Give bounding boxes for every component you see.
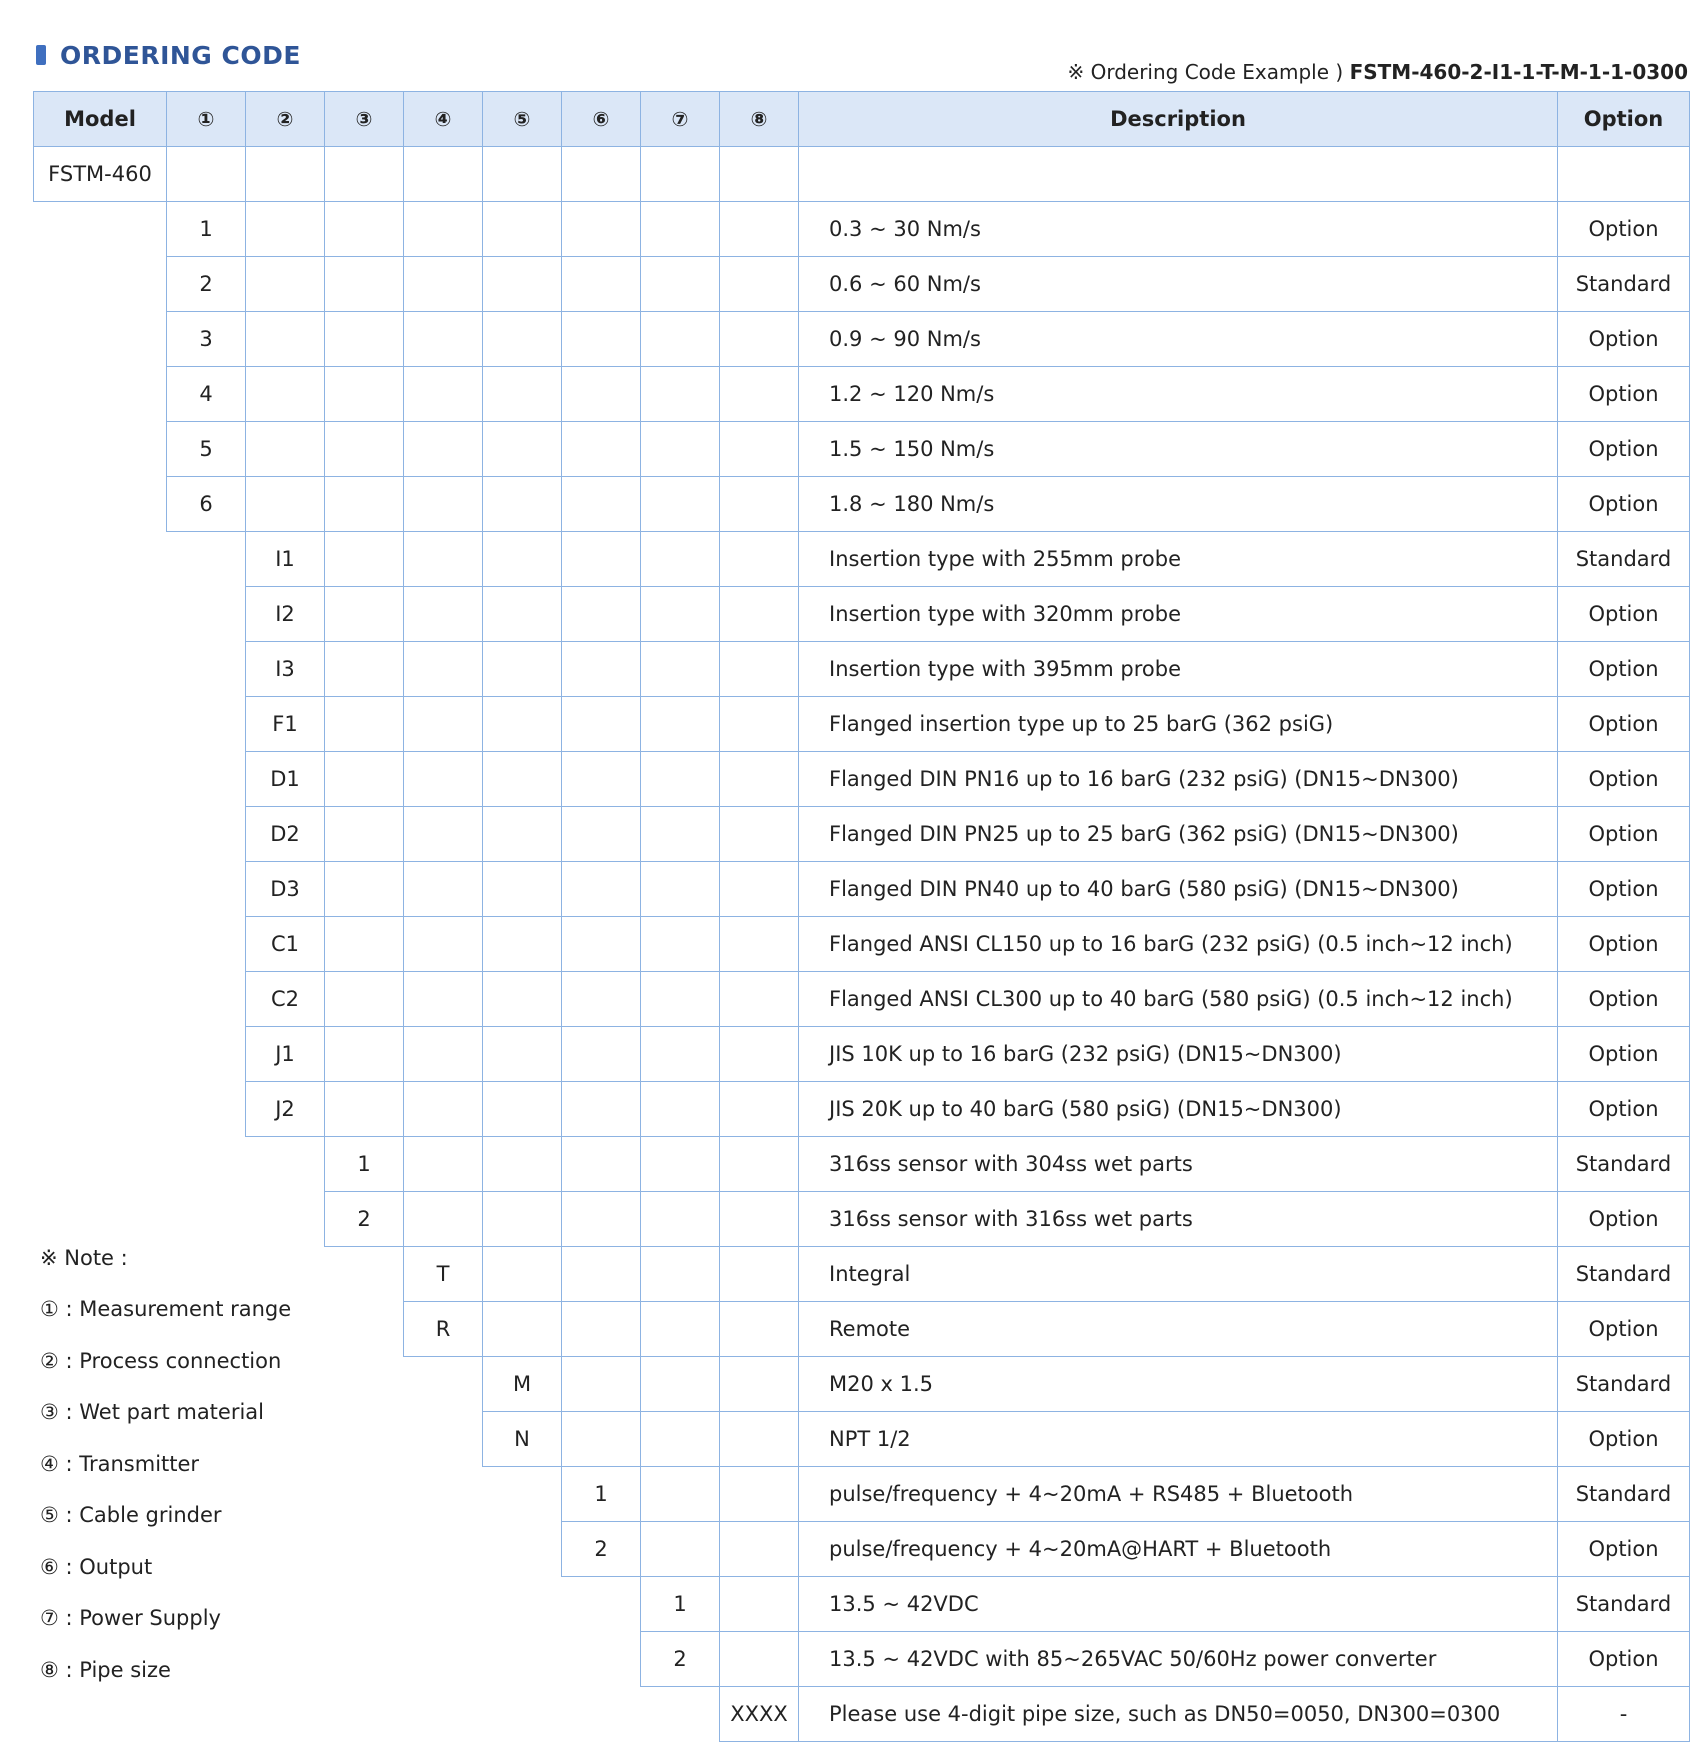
description-cell: 316ss sensor with 316ss wet parts [798, 1191, 1558, 1247]
empty-cell [403, 751, 483, 807]
header-cell: ⑧ [719, 91, 799, 147]
note-item: ⑤ : Cable grinder [40, 1503, 222, 1528]
code-cell: 4 [166, 366, 246, 422]
empty-cell [403, 1191, 483, 1247]
empty-cell [640, 421, 720, 477]
empty-cell [403, 311, 483, 367]
code-cell: 1 [640, 1576, 720, 1632]
example-code: FSTM-460-2-I1-1-T-M-1-1-0300 [1349, 60, 1688, 84]
empty-cell [403, 366, 483, 422]
empty-cell [719, 1521, 799, 1577]
empty-cell [482, 751, 562, 807]
empty-cell [561, 476, 641, 532]
empty-cell [561, 971, 641, 1027]
option-cell [1557, 146, 1690, 202]
code-cell: 5 [166, 421, 246, 477]
empty-cell [482, 146, 562, 202]
empty-cell [561, 861, 641, 917]
empty-cell [482, 1191, 562, 1247]
empty-cell [640, 1301, 720, 1357]
empty-cell [719, 201, 799, 257]
empty-cell [561, 1301, 641, 1357]
option-cell: Option [1557, 311, 1690, 367]
empty-cell [561, 1026, 641, 1082]
empty-cell [403, 806, 483, 862]
empty-cell [403, 641, 483, 697]
empty-cell [561, 1356, 641, 1412]
code-cell: I3 [245, 641, 325, 697]
empty-cell [245, 366, 325, 422]
empty-cell [403, 146, 483, 202]
code-cell: 1 [166, 201, 246, 257]
empty-cell [324, 476, 404, 532]
empty-cell [482, 861, 562, 917]
option-cell: Option [1557, 916, 1690, 972]
description-cell: 0.3 ~ 30 Nm/s [798, 201, 1558, 257]
empty-cell [640, 751, 720, 807]
option-cell: Standard [1557, 1246, 1690, 1302]
empty-cell [719, 1191, 799, 1247]
empty-cell [482, 366, 562, 422]
empty-cell [719, 1631, 799, 1687]
empty-cell [719, 806, 799, 862]
title-text: ORDERING CODE [60, 40, 301, 70]
empty-cell [482, 201, 562, 257]
notes-title: ※ Note : [40, 1245, 128, 1270]
note-item: ⑦ : Power Supply [40, 1606, 221, 1631]
option-cell: Standard [1557, 531, 1690, 587]
code-cell: J2 [245, 1081, 325, 1137]
code-cell: F1 [245, 696, 325, 752]
empty-cell [482, 1081, 562, 1137]
empty-cell [640, 696, 720, 752]
description-cell: JIS 10K up to 16 barG (232 psiG) (DN15~DN300) [798, 1026, 1558, 1082]
empty-cell [640, 1026, 720, 1082]
empty-cell [561, 916, 641, 972]
empty-cell [403, 531, 483, 587]
empty-cell [561, 1411, 641, 1467]
description-cell: 1.5 ~ 150 Nm/s [798, 421, 1558, 477]
empty-cell [561, 1246, 641, 1302]
empty-cell [640, 531, 720, 587]
code-cell: I2 [245, 586, 325, 642]
description-cell: Insertion type with 395mm probe [798, 641, 1558, 697]
option-cell: Option [1557, 366, 1690, 422]
empty-cell [324, 531, 404, 587]
empty-cell [403, 201, 483, 257]
empty-cell [403, 1136, 483, 1192]
empty-cell [482, 806, 562, 862]
empty-cell [719, 1356, 799, 1412]
empty-cell [561, 531, 641, 587]
empty-cell [719, 641, 799, 697]
empty-cell [719, 586, 799, 642]
note-item: ③ : Wet part material [40, 1400, 265, 1425]
empty-cell [324, 696, 404, 752]
description-cell: Flanged DIN PN40 up to 40 barG (580 psiG) (DN15~DN300) [798, 861, 1558, 917]
empty-cell [561, 586, 641, 642]
empty-cell [719, 1576, 799, 1632]
empty-cell [719, 1246, 799, 1302]
header-cell: ⑥ [561, 91, 641, 147]
note-item: ① : Measurement range [40, 1297, 292, 1322]
empty-cell [482, 476, 562, 532]
empty-cell [561, 146, 641, 202]
empty-cell [640, 1521, 720, 1577]
description-cell: Remote [798, 1301, 1558, 1357]
empty-cell [403, 256, 483, 312]
empty-cell [640, 476, 720, 532]
code-cell: C2 [245, 971, 325, 1027]
empty-cell [640, 1411, 720, 1467]
code-cell: 1 [324, 1136, 404, 1192]
empty-cell [719, 421, 799, 477]
description-cell: pulse/frequency + 4~20mA@HART + Bluetooth [798, 1521, 1558, 1577]
option-cell: Option [1557, 971, 1690, 1027]
empty-cell [719, 1466, 799, 1522]
empty-cell [719, 1301, 799, 1357]
empty-cell [719, 751, 799, 807]
empty-cell [324, 146, 404, 202]
example-prefix: ※ Ordering Code Example ) [1067, 60, 1344, 84]
description-cell: Flanged insertion type up to 25 barG (362 psiG) [798, 696, 1558, 752]
empty-cell [324, 421, 404, 477]
empty-cell [324, 311, 404, 367]
notes-section [40, 1232, 291, 1696]
description-cell [798, 146, 1558, 202]
empty-cell [640, 1136, 720, 1192]
empty-cell [561, 201, 641, 257]
option-cell: Option [1557, 421, 1690, 477]
empty-cell [245, 201, 325, 257]
empty-cell [561, 751, 641, 807]
empty-cell [482, 311, 562, 367]
empty-cell [719, 916, 799, 972]
empty-cell [403, 476, 483, 532]
empty-cell [245, 311, 325, 367]
empty-cell [482, 531, 562, 587]
option-cell: Option [1557, 1631, 1690, 1687]
empty-cell [719, 531, 799, 587]
empty-cell [403, 916, 483, 972]
empty-cell [640, 1466, 720, 1522]
empty-cell [482, 1026, 562, 1082]
empty-cell [719, 861, 799, 917]
description-cell: 316ss sensor with 304ss wet parts [798, 1136, 1558, 1192]
option-cell: Option [1557, 586, 1690, 642]
empty-cell [719, 1136, 799, 1192]
empty-cell [245, 476, 325, 532]
option-cell: Standard [1557, 1136, 1690, 1192]
empty-cell [719, 971, 799, 1027]
code-cell: T [403, 1246, 483, 1302]
header-cell: ③ [324, 91, 404, 147]
note-item: ⑧ : Pipe size [40, 1657, 171, 1682]
empty-cell [403, 1026, 483, 1082]
code-cell: M [482, 1356, 562, 1412]
code-cell: 2 [561, 1521, 641, 1577]
code-cell: C1 [245, 916, 325, 972]
description-cell: 1.2 ~ 120 Nm/s [798, 366, 1558, 422]
empty-cell [561, 806, 641, 862]
option-cell: Option [1557, 806, 1690, 862]
empty-cell [482, 586, 562, 642]
code-cell: D2 [245, 806, 325, 862]
empty-cell [324, 366, 404, 422]
option-cell: Option [1557, 1411, 1690, 1467]
empty-cell [640, 256, 720, 312]
option-cell: Standard [1557, 256, 1690, 312]
empty-cell [719, 366, 799, 422]
empty-cell [640, 806, 720, 862]
code-cell: I1 [245, 531, 325, 587]
code-cell: R [403, 1301, 483, 1357]
empty-cell [403, 586, 483, 642]
empty-cell [640, 1246, 720, 1302]
header-cell: ④ [403, 91, 483, 147]
empty-cell [640, 641, 720, 697]
option-cell: Option [1557, 476, 1690, 532]
empty-cell [561, 696, 641, 752]
description-cell: 0.9 ~ 90 Nm/s [798, 311, 1558, 367]
option-cell: Option [1557, 1081, 1690, 1137]
description-cell: NPT 1/2 [798, 1411, 1558, 1467]
option-cell: Option [1557, 861, 1690, 917]
empty-cell [640, 916, 720, 972]
header-cell: ② [245, 91, 325, 147]
header-cell: ⑦ [640, 91, 720, 147]
empty-cell [561, 366, 641, 422]
option-cell: Option [1557, 751, 1690, 807]
empty-cell [640, 366, 720, 422]
code-cell: D1 [245, 751, 325, 807]
description-cell: Flanged ANSI CL150 up to 16 barG (232 psiG) (0.5 inch~12 inch) [798, 916, 1558, 972]
empty-cell [324, 641, 404, 697]
empty-cell [719, 1411, 799, 1467]
empty-cell [482, 256, 562, 312]
empty-cell [245, 146, 325, 202]
empty-cell [719, 1026, 799, 1082]
option-cell: Option [1557, 641, 1690, 697]
description-cell: 13.5 ~ 42VDC [798, 1576, 1558, 1632]
description-cell: Flanged DIN PN16 up to 16 barG (232 psiG) (DN15~DN300) [798, 751, 1558, 807]
option-cell: Option [1557, 1191, 1690, 1247]
description-cell: Integral [798, 1246, 1558, 1302]
empty-cell [482, 696, 562, 752]
option-cell: Option [1557, 1026, 1690, 1082]
empty-cell [561, 1081, 641, 1137]
empty-cell [561, 421, 641, 477]
empty-cell [403, 421, 483, 477]
empty-cell [561, 311, 641, 367]
code-cell: 2 [640, 1631, 720, 1687]
empty-cell [324, 916, 404, 972]
empty-cell [324, 1026, 404, 1082]
empty-cell [719, 696, 799, 752]
empty-cell [640, 201, 720, 257]
description-cell: JIS 20K up to 40 barG (580 psiG) (DN15~DN300) [798, 1081, 1558, 1137]
empty-cell [324, 256, 404, 312]
empty-cell [482, 1246, 562, 1302]
option-cell: Standard [1557, 1576, 1690, 1632]
empty-cell [324, 586, 404, 642]
empty-cell [561, 1136, 641, 1192]
empty-cell [482, 1136, 562, 1192]
empty-cell [561, 1191, 641, 1247]
empty-cell [324, 861, 404, 917]
empty-cell [719, 146, 799, 202]
empty-cell [640, 586, 720, 642]
empty-cell [640, 146, 720, 202]
empty-cell [245, 256, 325, 312]
empty-cell [324, 971, 404, 1027]
empty-cell [719, 1081, 799, 1137]
header-cell: Option [1557, 91, 1690, 147]
empty-cell [640, 861, 720, 917]
empty-cell [482, 641, 562, 697]
description-cell: Flanged DIN PN25 up to 25 barG (362 psiG) (DN15~DN300) [798, 806, 1558, 862]
empty-cell [324, 806, 404, 862]
empty-cell [561, 641, 641, 697]
code-cell: 6 [166, 476, 246, 532]
option-cell: Option [1557, 1301, 1690, 1357]
description-cell: M20 x 1.5 [798, 1356, 1558, 1412]
code-cell: J1 [245, 1026, 325, 1082]
empty-cell [482, 421, 562, 477]
note-item: ④ : Transmitter [40, 1451, 200, 1476]
empty-cell [640, 1081, 720, 1137]
empty-cell [324, 751, 404, 807]
option-cell: Option [1557, 1521, 1690, 1577]
empty-cell [324, 1081, 404, 1137]
option-cell: Standard [1557, 1356, 1690, 1412]
code-cell: 3 [166, 311, 246, 367]
empty-cell [482, 971, 562, 1027]
code-cell: 1 [561, 1466, 641, 1522]
empty-cell [640, 1356, 720, 1412]
empty-cell [482, 1301, 562, 1357]
code-cell: 2 [166, 256, 246, 312]
empty-cell [403, 696, 483, 752]
empty-cell [719, 311, 799, 367]
empty-cell [403, 861, 483, 917]
description-cell: Flanged ANSI CL300 up to 40 barG (580 psiG) (0.5 inch~12 inch) [798, 971, 1558, 1027]
description-cell: 13.5 ~ 42VDC with 85~265VAC 50/60Hz power converter [798, 1631, 1558, 1687]
option-cell: Option [1557, 696, 1690, 752]
empty-cell [245, 421, 325, 477]
description-cell: Insertion type with 255mm probe [798, 531, 1558, 587]
code-cell: D3 [245, 861, 325, 917]
header-cell: ① [166, 91, 246, 147]
description-cell: Insertion type with 320mm probe [798, 586, 1558, 642]
option-cell: Standard [1557, 1466, 1690, 1522]
empty-cell [640, 311, 720, 367]
note-item: ⑥ : Output [40, 1554, 153, 1579]
header-cell: Model [33, 91, 167, 147]
model-cell: FSTM-460 [33, 146, 167, 202]
header-cell: ⑤ [482, 91, 562, 147]
empty-cell [561, 256, 641, 312]
header-cell: Description [798, 91, 1558, 147]
code-cell: XXXX [719, 1686, 799, 1742]
option-cell: - [1557, 1686, 1690, 1742]
empty-cell [403, 1081, 483, 1137]
empty-cell [324, 201, 404, 257]
empty-cell [719, 476, 799, 532]
empty-cell [403, 971, 483, 1027]
code-cell: N [482, 1411, 562, 1467]
empty-cell [640, 1191, 720, 1247]
description-cell: pulse/frequency + 4~20mA + RS485 + Bluetooth [798, 1466, 1558, 1522]
description-cell: 1.8 ~ 180 Nm/s [798, 476, 1558, 532]
description-cell: Please use 4-digit pipe size, such as DN50=0050, DN300=0300 [798, 1686, 1558, 1742]
option-cell: Option [1557, 201, 1690, 257]
empty-cell [640, 971, 720, 1027]
empty-cell [166, 146, 246, 202]
note-item: ② : Process connection [40, 1348, 282, 1373]
description-cell: 0.6 ~ 60 Nm/s [798, 256, 1558, 312]
empty-cell [482, 916, 562, 972]
code-cell: 2 [324, 1191, 404, 1247]
empty-cell [719, 256, 799, 312]
